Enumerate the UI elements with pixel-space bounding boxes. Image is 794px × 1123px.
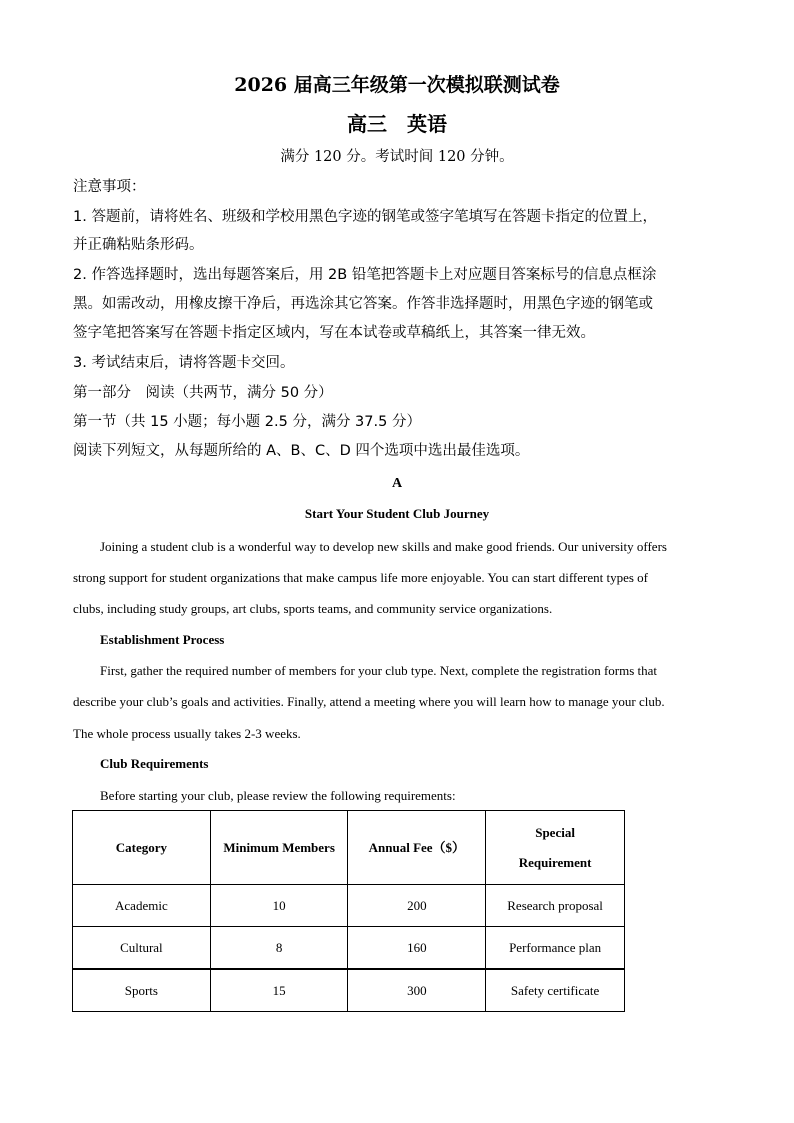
heading-establishment: Establishment Process: [100, 632, 225, 647]
subject-title: 高三 英语: [347, 112, 447, 136]
header-special-requirement: [486, 811, 625, 885]
exam-title: 2026 届高三年级第一次模拟联测试卷: [234, 74, 560, 96]
table-row: [73, 927, 625, 970]
para-2-line-2: describe your club’s goals and activities. Finally, attend a meeting where you will learn how to manage your club.: [73, 694, 665, 709]
heading-requirements: Club Requirements: [100, 756, 209, 771]
score-time: 满分 120 分。考试时间 120 分钟。: [280, 149, 514, 165]
header-special-line-2: Requirement: [518, 854, 592, 870]
para-2-line-1: First, gather the required number of members for your club type. Next, complete the registration forms that: [100, 663, 658, 678]
header-annual-fee: Annual Fee（$）: [348, 811, 486, 885]
cell-category: Academic: [73, 885, 211, 927]
cell-requirement: Performance plan: [486, 927, 625, 970]
cell-requirement: Research proposal: [486, 885, 625, 927]
para-3: Before starting your club, please review the following requirements:: [100, 788, 456, 803]
table-row: [73, 969, 625, 1012]
cell-requirement: Safety certificate: [486, 969, 625, 1012]
header-minimum-members: Minimum Members: [210, 811, 348, 885]
cell-fee: 300: [348, 969, 486, 1012]
passage-title: Start Your Student Club Journey: [304, 506, 490, 521]
cell-members: 10: [210, 885, 348, 927]
cell-fee: 160: [348, 927, 486, 970]
section-1-heading: 第一节（共 15 小题；每小题 2.5 分，满分 37.5 分）: [73, 414, 421, 430]
note-2-line-2: 黑。如需改动，用橡皮擦干净后，再选涂其它答案。作答非选择题时，用黑色字迹的钢笔或: [73, 296, 653, 312]
table-header-row: [73, 811, 625, 885]
cell-members: 15: [210, 969, 348, 1012]
cell-category: Sports: [73, 969, 211, 1012]
para-2-line-3: The whole process usually takes 2-3 weeks.: [73, 726, 301, 741]
cell-category: Cultural: [73, 927, 211, 970]
notes-heading: 注意事项：: [73, 179, 146, 195]
note-1-line-2: 并正确粘贴条形码。: [73, 237, 204, 253]
part-1-heading: 第一部分 阅读（共两节，满分 50 分）: [73, 385, 333, 401]
header-category: Category: [73, 811, 211, 885]
note-1-line-1: 1. 答题前，请将姓名、班级和学校用黑色字迹的钢笔或签字笔填写在答题卡指定的位置上，: [73, 209, 657, 225]
note-3: 3. 考试结束后，请将答题卡交回。: [73, 355, 295, 371]
passage-letter: A: [391, 476, 403, 491]
note-2-line-1: 2. 作答选择题时，选出每题答案后，用 2B 铅笔把答题卡上对应题目答案标号的信息点框涂: [73, 267, 657, 283]
para-1-line-3: clubs, including study groups, art clubs, sports teams, and community service organizations.: [73, 601, 553, 616]
requirements-table: [72, 810, 625, 1012]
header-special-line-1: Special: [535, 824, 575, 840]
cell-members: 8: [210, 927, 348, 970]
note-2-line-3: 签字笔把答案写在答题卡指定区域内，写在本试卷或草稿纸上，其答案一律无效。: [73, 325, 595, 341]
table-row: [73, 885, 625, 927]
para-1-line-2: strong support for student organizations that make campus life more enjoyable. You can start different types of: [73, 570, 648, 585]
para-1-line-1: Joining a student club is a wonderful way to develop new skills and make good friends. Our university offers: [100, 539, 667, 554]
reading-instruction: 阅读下列短文，从每题所给的 A、B、C、D 四个选项中选出最佳选项。: [73, 443, 530, 459]
cell-fee: 200: [348, 885, 486, 927]
